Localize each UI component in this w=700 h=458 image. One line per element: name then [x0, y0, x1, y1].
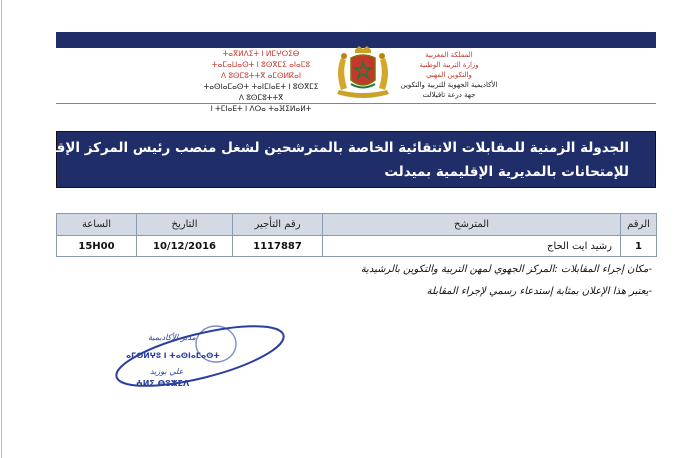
- column-header-payroll: رقم التأجير: [233, 214, 323, 236]
- cell-payroll: 1117887: [233, 236, 323, 257]
- table-row: [57, 236, 657, 257]
- column-header-number: الرقم: [621, 214, 657, 236]
- tifinagh-header: [196, 48, 326, 114]
- note-interview-location: -مكان إجراء المقابلات :المركز الجهوي لمهن التربية والتكوين بالرشيدية: [360, 264, 652, 275]
- arabic-header-line: وزارة التربية الوطنية: [419, 61, 479, 69]
- column-header-date: التاريخ: [137, 214, 233, 236]
- column-header-candidate: المترشح: [323, 214, 621, 236]
- schedule-table: [56, 213, 657, 257]
- cell-candidate: رشيد ايت الحاج: [323, 236, 621, 257]
- document-title-line-2: للإمتحانات بالمديرية الإقليمية بميدلت: [384, 164, 629, 180]
- tifinagh-line: ⴷ ⵓⵙⵎⵓⵜⵜⴳ ⴰⵎⵙⵍⴽⴰⵏ: [220, 71, 302, 80]
- official-stamp-icon: [108, 318, 290, 392]
- page-edge: [1, 0, 2, 458]
- tifinagh-line: ⴷ ⵓⵙⵎⵓⵜⵜⴳ: [238, 93, 284, 102]
- cell-time: 15H00: [57, 236, 137, 257]
- tifinagh-line: ⵜⴰⴳⵍⴷⵉⵜ ⵏ ⵍⵎⵖⵔⵉⴱ: [222, 49, 300, 58]
- column-header-time: الساعة: [57, 214, 137, 236]
- tifinagh-line: ⵜⴰⵙⵏⴰⵎⴰⵙⵜ ⵜⴰⵏⵎⵏⴰⴹⵜ ⵏ ⵓⵙⴳⵎⵉ: [203, 82, 319, 91]
- arabic-header: [396, 50, 502, 100]
- royal-emblem-icon: [331, 44, 395, 100]
- arabic-header-line: جهة درعة تافيلالت: [422, 91, 476, 99]
- table-header-row: [57, 214, 657, 236]
- arabic-header-line: المملكة المغربية: [425, 51, 473, 59]
- stamp-text-line-1: مدير الأكاديمية: [148, 333, 196, 342]
- stamp-text-line-4: ⵄⵍⵉ ⴱⵓⵣⵉⴷ: [136, 379, 190, 388]
- arabic-header-line: والتكوين المهني: [426, 71, 472, 79]
- stamp-text-line-2: ⴰⵎⵙⵍⵖⵓ ⵏ ⵜⴰⵙⵏⴰⵎⴰⵙⵜ: [126, 351, 220, 360]
- arabic-header-line: الأكاديمية الجهوية للتربية والتكوين: [400, 81, 498, 89]
- note-official-convocation: -يعتبر هذا الإعلان بمثابة إستدعاء رسمي لإجراء المقابلة: [426, 286, 652, 297]
- document-title-line-1: الجدولة الزمنية للمقابلات الانتقائية الخاصة بالمترشحين لشغل منصب رئيس المركز الإقليمي: [22, 140, 629, 156]
- stamp-text-line-3: علي بوزيد: [150, 367, 184, 376]
- document-title-box: [22, 131, 656, 188]
- cell-date: 10/12/2016: [137, 236, 233, 257]
- tifinagh-line: ⵜⴰⵎⴰⵡⴰⵙⵜ ⵏ ⵓⵙⴳⵎⵉ ⴰⵏⴰⵎⵓ: [211, 60, 311, 69]
- cell-number: 1: [621, 236, 657, 257]
- tifinagh-line: ⵏ ⵜⵎⵏⴰⴹⵜ ⵏ ⴷⵔⴰ ⵜⴰⴼⵉⵍⴰⵍⵜ: [210, 104, 312, 113]
- header-divider: [56, 103, 656, 104]
